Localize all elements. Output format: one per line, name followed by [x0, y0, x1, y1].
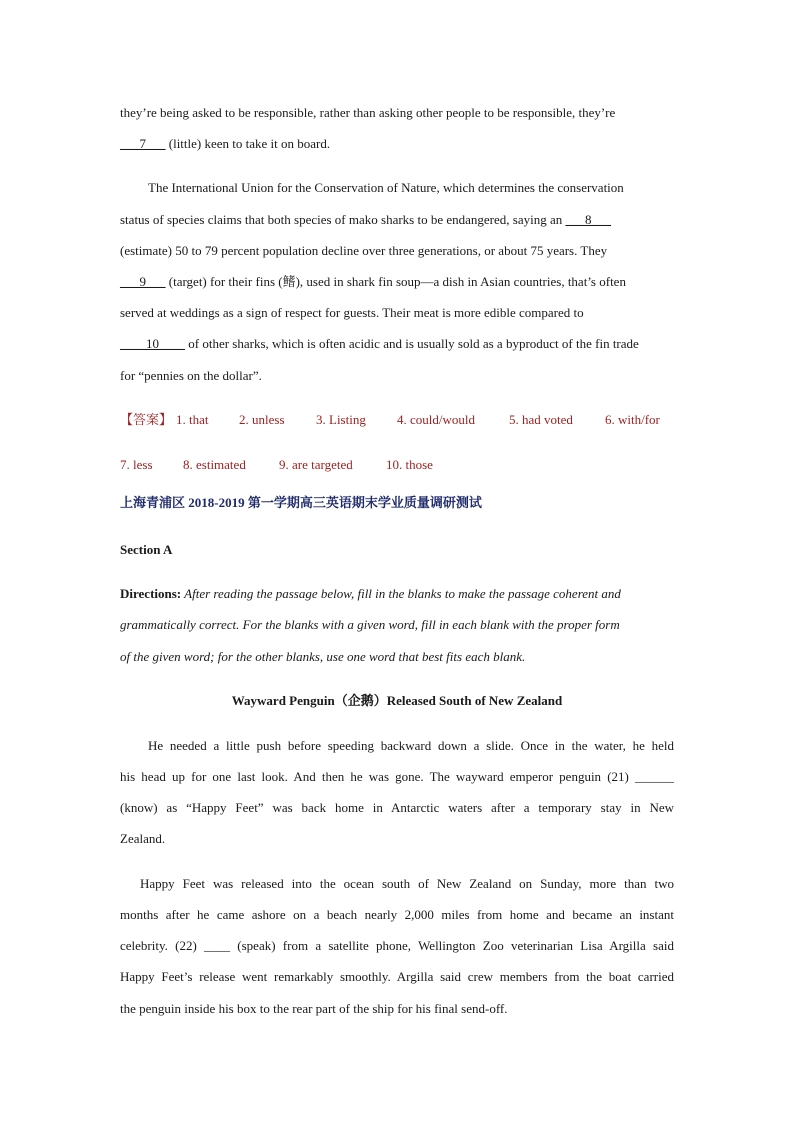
answer-item: 3. Listing — [316, 412, 366, 427]
answer-item: 7. less — [120, 457, 153, 472]
answers-row-2 — [120, 457, 433, 473]
passage-para-2-line-2: months after he came ashore on a beach nearly 2,000 miles from home and became an instant — [120, 907, 674, 922]
para-q1-line-2 — [120, 136, 330, 152]
directions-line-2: grammatically correct. For the blanks with a given word, fill in each blank with the proper form — [120, 617, 620, 632]
blank-7: ___7___ — [120, 136, 166, 151]
passage-para-2-line-3: celebrity. (22) ____ (speak) from a satellite phone, Wellington Zoo veterinarian Lisa Argilla said — [120, 938, 674, 953]
answer-item: 2. unless — [239, 412, 285, 427]
answer-item: 10. those — [386, 457, 433, 472]
answers-row-1 — [120, 412, 660, 428]
para-q2-line-5: served at weddings as a sign of respect for guests. Their meat is more edible compared to — [120, 305, 584, 320]
para-q2-line-3: (estimate) 50 to 79 percent population decline over three generations, or about 75 years. They — [120, 243, 608, 258]
passage-title: Wayward Penguin（企鹅）Released South of New Zealand — [231, 693, 563, 708]
answer-item: 9. are targeted — [279, 457, 353, 472]
answer-item: 6. with/for — [605, 412, 660, 427]
text: (little) keen to take it on board. — [165, 136, 331, 151]
para-q2-line-1: The International Union for the Conservation of Nature, which determines the conservation — [148, 180, 624, 195]
para-q2-line-4 — [120, 274, 626, 290]
passage-para-1-line-1: He needed a little push before speeding backward down a slide. Once in the water, he held — [148, 738, 674, 753]
text: of other sharks, which is often acidic and is usually sold as a byproduct of the fin trade — [185, 336, 639, 351]
passage-para-1-line-3: (know) as “Happy Feet” was back home in Antarctic waters after a temporary stay in New — [120, 800, 674, 815]
blank-8: ___8___ — [565, 212, 611, 227]
text: (target) for their fins (鳍), used in shark fin soup—a dish in Asian countries, that’s often — [165, 274, 626, 289]
section-label: Section A — [120, 542, 173, 557]
passage-para-2-line-5: the penguin inside his box to the rear part of the ship for his final send-off. — [120, 1001, 508, 1016]
directions-line-3: of the given word; for the other blanks, use one word that best fits each blank. — [120, 649, 526, 664]
passage-para-2-line-1: Happy Feet was released into the ocean south of New Zealand on Sunday, more than two — [140, 876, 674, 891]
passage-para-2-line-4: Happy Feet’s release went remarkably smoothly. Argilla said crew members from the boat carried — [120, 969, 674, 984]
answer-item: 1. that — [176, 412, 209, 427]
directions-line-1 — [120, 586, 621, 602]
para-q2-line-6 — [120, 336, 639, 352]
exam-title: 上海青浦区 2018-2019 第一学期高三英语期末学业质量调研测试 — [120, 495, 482, 510]
answer-item: 8. estimated — [183, 457, 246, 472]
blank-10: ____10____ — [120, 336, 185, 351]
text: status of species claims that both species of mako sharks to be endangered, saying an — [120, 212, 566, 227]
passage-para-1-line-2: his head up for one last look. And then he was gone. The wayward emperor penguin (21) ______ — [120, 769, 674, 784]
para-q2-line-2 — [120, 212, 611, 228]
directions-label: Directions: — [120, 586, 182, 601]
answer-item: 4. could/would — [397, 412, 475, 427]
blank-9: ___9___ — [120, 274, 166, 289]
passage-para-1-line-4: Zealand. — [120, 831, 166, 846]
answer-item: 5. had voted — [509, 412, 573, 427]
para-q2-line-7: for “pennies on the dollar”. — [120, 368, 262, 383]
text: After reading the passage below, fill in the blanks to make the passage coherent and — [181, 586, 621, 601]
answers-label: 【答案】 — [120, 412, 173, 427]
para-q1-line-1: they’re being asked to be responsible, rather than asking other people to be responsible, they’re — [120, 105, 616, 120]
